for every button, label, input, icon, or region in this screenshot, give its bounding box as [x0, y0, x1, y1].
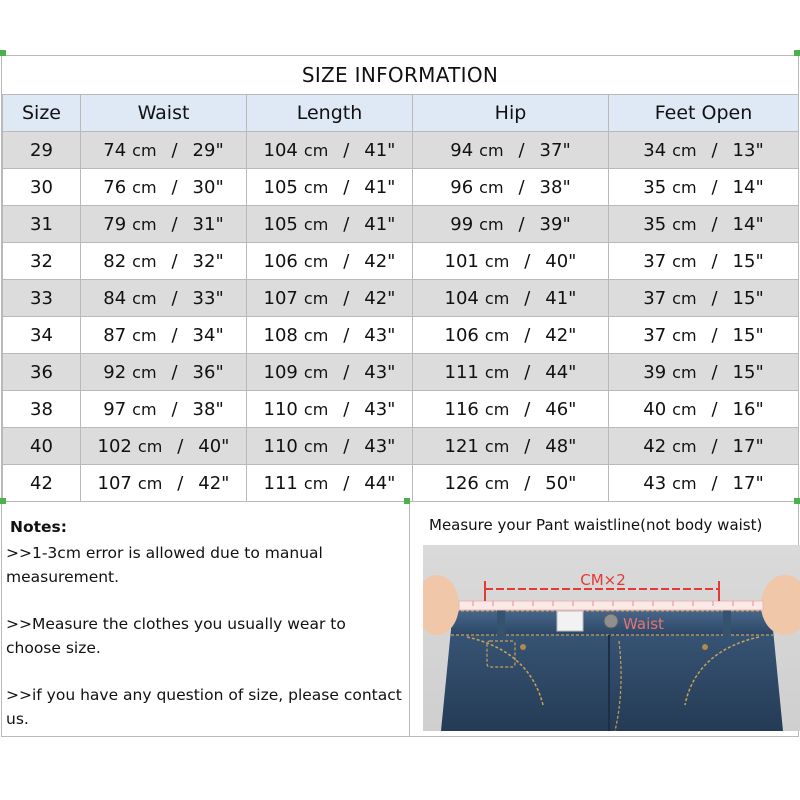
separator: /	[343, 176, 350, 198]
separator: /	[524, 287, 531, 309]
cm-value: 42	[643, 435, 667, 457]
inch-value: 16"	[732, 398, 764, 420]
cm-unit: cm	[132, 325, 157, 345]
inch-value: 42"	[545, 324, 577, 346]
separator: /	[518, 213, 525, 235]
table-row	[3, 169, 799, 206]
cm-unit: cm	[137, 473, 163, 493]
cm-unit: cm	[303, 362, 329, 382]
column-header-hip: Hip	[413, 95, 609, 132]
inch-value: 44"	[545, 361, 577, 383]
length-cell	[247, 132, 413, 169]
cm-value: 110	[263, 398, 298, 420]
cm-value: 82	[103, 250, 127, 272]
note-item: >>if you have any question of size, please contact us.	[6, 686, 402, 728]
hip-cell	[413, 354, 609, 391]
cm-unit: cm	[132, 140, 157, 160]
cm-unit: cm	[137, 436, 163, 456]
cm-unit: cm	[303, 140, 329, 160]
separator: /	[518, 139, 525, 161]
column-header-feet-open: Feet Open	[609, 95, 799, 132]
separator: /	[711, 398, 718, 420]
table-row	[3, 428, 799, 465]
cm-value: 96	[450, 176, 474, 198]
table-row	[3, 280, 799, 317]
hip-cell	[413, 132, 609, 169]
inch-value: 33"	[192, 287, 224, 309]
separator: /	[177, 435, 184, 457]
length-cell	[247, 280, 413, 317]
cm-value: 39	[643, 361, 667, 383]
length-cell	[247, 206, 413, 243]
inch-value: 41"	[364, 176, 396, 198]
cm-value: 101	[444, 250, 479, 272]
cm-unit: cm	[484, 251, 510, 271]
cm-unit: cm	[303, 473, 329, 493]
hip-cell	[413, 428, 609, 465]
table-row	[3, 317, 799, 354]
separator: /	[711, 324, 718, 346]
waist-tag-label: Waist	[623, 615, 664, 633]
separator: /	[711, 361, 718, 383]
cm-value: 40	[643, 398, 667, 420]
cm-value: 121	[444, 435, 479, 457]
feet-open-cell	[609, 280, 799, 317]
inch-value: 48"	[545, 435, 577, 457]
separator: /	[343, 213, 350, 235]
cm-unit: cm	[132, 399, 157, 419]
inch-value: 15"	[732, 324, 764, 346]
measure-panel	[411, 503, 798, 736]
cm-unit: cm	[672, 325, 697, 345]
jeans-waist-measure-image	[423, 545, 800, 731]
separator: /	[711, 176, 718, 198]
separator: /	[171, 398, 178, 420]
inch-value: 14"	[732, 176, 764, 198]
corner-mark	[794, 498, 800, 504]
inch-value: 15"	[732, 250, 764, 272]
inch-value: 41"	[364, 139, 396, 161]
table-row	[3, 206, 799, 243]
cm-unit: cm	[672, 251, 697, 271]
cm-unit: cm	[672, 362, 697, 382]
inch-value: 39"	[539, 213, 571, 235]
separator: /	[711, 250, 718, 272]
cm-value: 110	[263, 435, 298, 457]
measure-caption: Measure your Pant waistline(not body waist)	[429, 516, 763, 534]
inch-value: 31"	[192, 213, 224, 235]
cm-value: 79	[103, 213, 127, 235]
feet-open-cell	[609, 317, 799, 354]
cm-unit: cm	[484, 362, 510, 382]
corner-mark	[404, 498, 410, 504]
separator: /	[343, 435, 350, 457]
notes-panel	[2, 503, 410, 736]
length-cell	[247, 243, 413, 280]
cm-value: 104	[263, 139, 298, 161]
cm-unit: cm	[132, 251, 157, 271]
length-cell	[247, 428, 413, 465]
size-table	[2, 94, 799, 502]
table-row	[3, 354, 799, 391]
cm-value: 116	[444, 398, 479, 420]
size-cell: 30	[3, 169, 81, 206]
inch-value: 37"	[539, 139, 571, 161]
cm-unit: cm	[672, 140, 697, 160]
cm-unit: cm	[484, 325, 510, 345]
inch-value: 42"	[364, 250, 396, 272]
cm-unit: cm	[303, 177, 329, 197]
corner-mark	[0, 498, 6, 504]
table-header-row	[3, 95, 799, 132]
cm-value: 106	[263, 250, 298, 272]
hip-cell	[413, 206, 609, 243]
cm-unit: cm	[672, 214, 697, 234]
cm-unit: cm	[132, 177, 157, 197]
cm-value: 84	[103, 287, 127, 309]
hip-cell	[413, 391, 609, 428]
column-header-size: Size	[3, 95, 81, 132]
inch-value: 40"	[198, 435, 230, 457]
waist-cell	[81, 169, 247, 206]
separator: /	[524, 398, 531, 420]
inch-value: 43"	[364, 435, 396, 457]
cm-value: 111	[263, 472, 298, 494]
waist-cell	[81, 354, 247, 391]
inch-value: 15"	[732, 361, 764, 383]
size-cell: 31	[3, 206, 81, 243]
separator: /	[343, 361, 350, 383]
inch-value: 50"	[545, 472, 577, 494]
cm-value: 107	[263, 287, 298, 309]
cm-unit: cm	[484, 288, 510, 308]
cm-value: 87	[103, 324, 127, 346]
size-chart	[1, 55, 799, 737]
hip-cell	[413, 280, 609, 317]
waist-cell	[81, 465, 247, 502]
cm-unit: cm	[672, 473, 697, 493]
feet-open-cell	[609, 391, 799, 428]
separator: /	[711, 213, 718, 235]
column-header-waist: Waist	[81, 95, 247, 132]
inch-value: 42"	[198, 472, 230, 494]
waist-cell	[81, 243, 247, 280]
inch-value: 17"	[732, 472, 764, 494]
length-cell	[247, 465, 413, 502]
cm-value: 105	[263, 213, 298, 235]
cm-value: 97	[103, 398, 127, 420]
cm-unit: cm	[484, 399, 510, 419]
cm-value: 107	[97, 472, 132, 494]
separator: /	[518, 176, 525, 198]
cm-value: 35	[643, 176, 667, 198]
cm-value: 43	[643, 472, 667, 494]
separator: /	[343, 398, 350, 420]
cm-value: 92	[103, 361, 127, 383]
inch-value: 43"	[364, 324, 396, 346]
length-cell	[247, 354, 413, 391]
cm-value: 35	[643, 213, 667, 235]
inch-value: 44"	[364, 472, 396, 494]
cm-unit: cm	[484, 473, 510, 493]
cm-value: 37	[643, 287, 667, 309]
corner-mark	[794, 50, 800, 56]
waist-cell	[81, 428, 247, 465]
inch-value: 30"	[192, 176, 224, 198]
cm-unit: cm	[132, 214, 157, 234]
inch-value: 43"	[364, 361, 396, 383]
waist-cell	[81, 206, 247, 243]
separator: /	[343, 139, 350, 161]
corner-mark	[0, 50, 6, 56]
cm-value: 106	[444, 324, 479, 346]
cm-value: 99	[450, 213, 474, 235]
cm-unit: cm	[303, 288, 329, 308]
inch-value: 38"	[192, 398, 224, 420]
note-item: >>Measure the clothes you usually wear to choose size.	[6, 615, 346, 657]
cm-value: 109	[263, 361, 298, 383]
size-cell: 32	[3, 243, 81, 280]
cm-value: 111	[444, 361, 479, 383]
cm-unit: cm	[479, 177, 504, 197]
cm-unit: cm	[303, 325, 329, 345]
separator: /	[171, 287, 178, 309]
length-cell	[247, 317, 413, 354]
inch-value: 15"	[732, 287, 764, 309]
column-header-length: Length	[247, 95, 413, 132]
table-row	[3, 243, 799, 280]
feet-open-cell	[609, 206, 799, 243]
separator: /	[343, 250, 350, 272]
table-row	[3, 391, 799, 428]
separator: /	[171, 324, 178, 346]
separator: /	[711, 472, 718, 494]
hip-cell	[413, 465, 609, 502]
inch-value: 17"	[732, 435, 764, 457]
separator: /	[711, 287, 718, 309]
cm-value: 76	[103, 176, 127, 198]
cm-value: 37	[643, 324, 667, 346]
inch-value: 29"	[192, 139, 224, 161]
cm-unit: cm	[672, 399, 697, 419]
page-title: SIZE INFORMATION	[2, 56, 798, 95]
cm-value: 105	[263, 176, 298, 198]
table-row	[3, 132, 799, 169]
separator: /	[343, 287, 350, 309]
hip-cell	[413, 169, 609, 206]
separator: /	[171, 361, 178, 383]
separator: /	[524, 361, 531, 383]
inch-value: 13"	[732, 139, 764, 161]
feet-open-cell	[609, 428, 799, 465]
inch-value: 43"	[364, 398, 396, 420]
separator: /	[177, 472, 184, 494]
separator: /	[171, 176, 178, 198]
cm-value: 102	[97, 435, 132, 457]
feet-open-cell	[609, 169, 799, 206]
separator: /	[524, 435, 531, 457]
cm-unit: cm	[672, 177, 697, 197]
size-cell: 42	[3, 465, 81, 502]
size-cell: 36	[3, 354, 81, 391]
hip-cell	[413, 317, 609, 354]
bottom-section	[2, 503, 798, 736]
separator: /	[171, 250, 178, 272]
notes-heading: Notes:	[10, 518, 67, 536]
separator: /	[524, 472, 531, 494]
tape-measure-label: CM×2	[580, 571, 626, 589]
feet-open-cell	[609, 243, 799, 280]
inch-value: 41"	[545, 287, 577, 309]
waist-cell	[81, 391, 247, 428]
size-cell: 38	[3, 391, 81, 428]
cm-value: 94	[450, 139, 474, 161]
size-cell: 29	[3, 132, 81, 169]
inch-value: 40"	[545, 250, 577, 272]
length-cell	[247, 391, 413, 428]
separator: /	[524, 250, 531, 272]
cm-unit: cm	[479, 140, 504, 160]
waist-cell	[81, 132, 247, 169]
cm-unit: cm	[479, 214, 504, 234]
jeans-illustration	[423, 545, 800, 731]
note-item: >>1-3cm error is allowed due to manual measurement.	[6, 544, 323, 586]
cm-unit: cm	[672, 288, 697, 308]
cm-value: 108	[263, 324, 298, 346]
inch-value: 34"	[192, 324, 224, 346]
cm-unit: cm	[132, 288, 157, 308]
length-cell	[247, 169, 413, 206]
size-cell: 40	[3, 428, 81, 465]
feet-open-cell	[609, 132, 799, 169]
waist-cell	[81, 317, 247, 354]
separator: /	[343, 324, 350, 346]
separator: /	[524, 324, 531, 346]
cm-unit: cm	[303, 436, 329, 456]
feet-open-cell	[609, 465, 799, 502]
cm-unit: cm	[484, 436, 510, 456]
cm-unit: cm	[672, 436, 697, 456]
cm-value: 74	[103, 139, 127, 161]
inch-value: 14"	[732, 213, 764, 235]
inch-value: 46"	[545, 398, 577, 420]
inch-value: 32"	[192, 250, 224, 272]
cm-unit: cm	[132, 362, 157, 382]
inch-value: 42"	[364, 287, 396, 309]
cm-value: 34	[643, 139, 667, 161]
inch-value: 38"	[539, 176, 571, 198]
inch-value: 41"	[364, 213, 396, 235]
cm-unit: cm	[303, 214, 329, 234]
feet-open-cell	[609, 354, 799, 391]
table-row	[3, 465, 799, 502]
cm-value: 104	[444, 287, 479, 309]
hip-cell	[413, 243, 609, 280]
separator: /	[711, 435, 718, 457]
cm-unit: cm	[303, 251, 329, 271]
size-cell: 33	[3, 280, 81, 317]
size-cell: 34	[3, 317, 81, 354]
inch-value: 36"	[192, 361, 224, 383]
separator: /	[711, 139, 718, 161]
waist-cell	[81, 280, 247, 317]
separator: /	[171, 139, 178, 161]
separator: /	[171, 213, 178, 235]
cm-unit: cm	[303, 399, 329, 419]
cm-value: 37	[643, 250, 667, 272]
separator: /	[343, 472, 350, 494]
cm-value: 126	[444, 472, 479, 494]
